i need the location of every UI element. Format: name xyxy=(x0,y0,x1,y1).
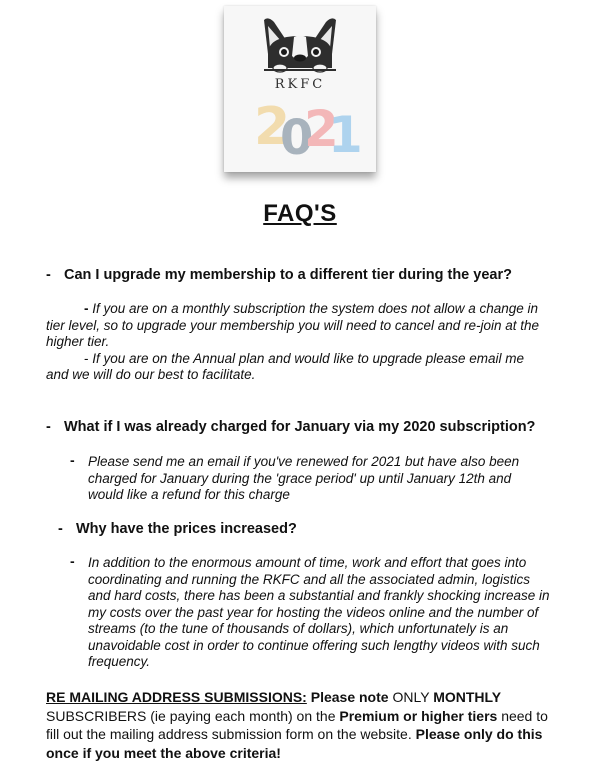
faq-answer-1b-line-1: If you are on the Annual plan and would like to upgrade please email me xyxy=(92,350,525,366)
faq-answer-1a-line-2: tier level, so to upgrade your membership you will need to cancel and re-join at the xyxy=(46,317,540,333)
logo-brand-text: RKFC xyxy=(274,77,326,92)
faq-answer-1 xyxy=(46,301,566,384)
faq-answer-1b-marker: - xyxy=(84,350,89,366)
note-part-1: Please note xyxy=(310,689,389,705)
faq-answer-2 xyxy=(88,454,548,504)
faq-question-1 xyxy=(46,266,512,284)
faq-question-1-marker: - xyxy=(46,267,51,283)
faq-question-3 xyxy=(58,520,297,538)
faq-answer-1a-marker: - xyxy=(84,301,89,316)
faq-answer-1a-line-3: higher tier. xyxy=(46,334,110,349)
mailing-address-note xyxy=(46,688,556,762)
faq-question-2-text: What if I was already charged for January via my 2020 subscription? xyxy=(64,419,536,435)
faq-answer-3-text: In addition to the enormous amount of time, work and effort that goes into coordinating and running the RKFC and all the associated admin, logistics and hard costs, there has been a substantial and frankly shocking increase in my costs over the past year for hosting the videos online and the number of streams (to the tune of thousands of dollars), which unfortunately is an unavoidable cost in order to continue offering such lengthy videos with such frequency. xyxy=(88,555,550,669)
faq-answer-3 xyxy=(88,555,550,671)
faq-answer-1b-line-2: and we will do our best to facilitate. xyxy=(46,367,256,382)
logo-card xyxy=(224,6,376,172)
logo-year xyxy=(254,97,363,166)
note-part-2: ONLY xyxy=(392,689,430,705)
faq-answer-3-marker: - xyxy=(70,553,75,569)
note-part-5: Premium or higher tiers xyxy=(339,707,498,724)
faq-question-2-marker: - xyxy=(46,419,51,435)
faq-question-3-text: Why have the prices increased? xyxy=(76,521,297,537)
note-part-6: need to fill out the mailing address submission form on the website. xyxy=(46,707,548,742)
faq-answer-1a xyxy=(46,301,566,318)
faq-answer-1a-line-1: If you are on a monthly subscription the system does not allow a change in xyxy=(92,301,539,316)
faq-answer-2-marker: - xyxy=(70,452,75,468)
note-heading: RE MAILING ADDRESS SUBMISSIONS: xyxy=(46,689,307,705)
year-digit-2: 0 xyxy=(280,110,314,166)
faq-question-1-text: Can I upgrade my membership to a different tier during the year? xyxy=(64,267,512,283)
year-digit-1: 2 xyxy=(254,97,291,157)
note-part-3: MONTHLY xyxy=(433,689,502,705)
year-digit-4: 1 xyxy=(328,106,363,164)
year-digit-3: 2 xyxy=(304,100,339,158)
faq-answer-2-text: Please send me an email if you've renewed for 2021 but have also been charged for January during the 'grace period' up until January 12th and would like a refund for this charge xyxy=(88,454,520,502)
note-part-4: SUBSCRIBERS (ie paying each month) on the xyxy=(46,707,336,724)
page-title: FAQ'S xyxy=(263,200,337,227)
faq-question-2 xyxy=(46,418,535,436)
rkfc-logo xyxy=(224,6,376,172)
note-part-7: Please only do this once if you meet the above criteria! xyxy=(46,726,543,761)
faq-answer-1b xyxy=(46,351,566,368)
bulldog-icon xyxy=(264,18,336,72)
faq-question-3-marker: - xyxy=(58,521,63,537)
